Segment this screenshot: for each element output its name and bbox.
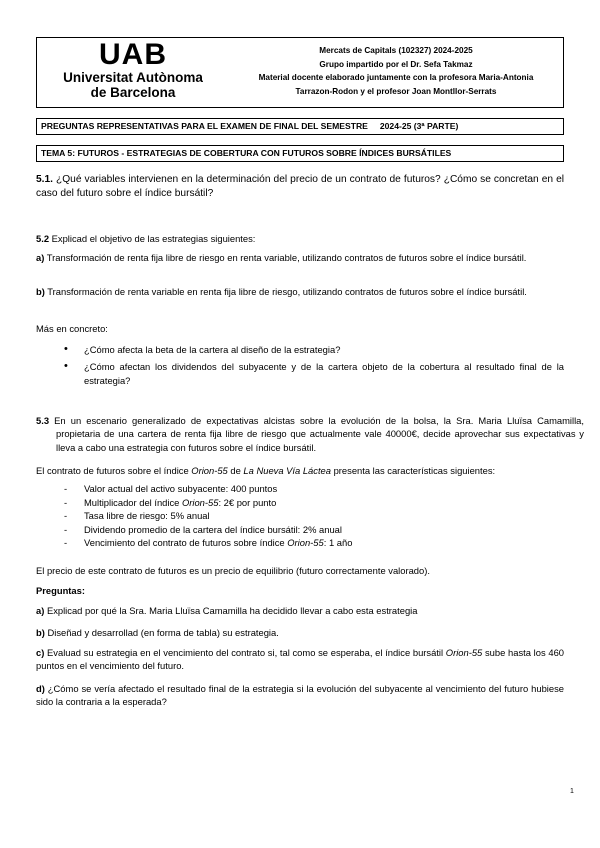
- q53-text: En un escenario generalizado de expectativas alcistas sobre la evolución de la bolsa, la Sra. Maria Lluïsa Camamilla, propietaria de una cartera de renta fija libre de riesgo que actualmente vale 40000€, decide aprovechar sus expectativas y lleva a cabo una estrategia con futuros sobre el índice bursátil.: [49, 415, 584, 453]
- list-item: - Vencimiento del contrato de futuros sobre índice Orion-55: 1 año: [60, 536, 564, 550]
- contract-post: presenta las características siguientes:: [330, 465, 496, 476]
- course-info: [233, 44, 559, 98]
- qc-label: c): [36, 647, 45, 658]
- q52-b-text: Transformación de renta variable en renta fija libre de riesgo, utilizando contratos de futuros sobre el índice bursátil.: [44, 286, 527, 297]
- q51-number: 5.1.: [36, 174, 53, 185]
- list-item: - Valor actual del activo subyacente: 400 puntos: [60, 482, 564, 496]
- list-item: • ¿Cómo afectan los dividendos del subyacente y de la cartera objeto de la cobertura al resultado final de la estrategia?: [60, 360, 564, 387]
- qd-label: d): [36, 683, 45, 694]
- qd-text: ¿Cómo se vería afectado el resultado final de la estrategia si la evolución del subyacente al vencimiento del futuro hubiese sido la contraria a la esperada?: [36, 683, 564, 708]
- questions-title: Preguntas:: [36, 585, 85, 596]
- list-item: - Multiplicador del índice Orion-55: 2€ por punto: [60, 496, 564, 510]
- list-item: - Dividendo promedio de la cartera del índice bursátil: 2% anual: [60, 523, 564, 537]
- section-bar: PREGUNTAS REPRESENTATIVAS PARA EL EXAMEN DE FINAL DEL SEMESTRE 2024-25 (3ª PARTE): [36, 118, 564, 135]
- question-5-2-intro: [36, 232, 564, 245]
- question-5-3: [36, 414, 584, 454]
- question-a: [36, 604, 564, 617]
- logo-main: UAB: [99, 38, 167, 71]
- qc-text-post: sube hasta los 460 puntos en el vencimiento del futuro.: [36, 647, 564, 672]
- qa-text: Explicad por qué la Sra. Maria Lluïsa Camamilla ha decidido llevar a cabo esta estrategia: [44, 605, 418, 616]
- uab-logo: [43, 40, 223, 100]
- header-box: [36, 37, 564, 108]
- orion-name: Orion-55: [191, 465, 228, 476]
- group-line: Grupo impartido por el Dr. Sefa Takmaz: [319, 59, 473, 69]
- question-5-1: [36, 172, 564, 201]
- qb-label: b): [36, 627, 45, 638]
- topic-bar: TEMA 5: FUTUROS - ESTRATEGIAS DE COBERTURA CON FUTUROS SOBRE ÍNDICES BURSÁTILES: [36, 145, 564, 162]
- logo-line-2: de Barcelona: [90, 85, 176, 100]
- more-concretely: Más en concreto:: [36, 323, 108, 334]
- qc-orion: Orion-55: [445, 647, 483, 658]
- question-5-2-a: [36, 251, 564, 264]
- contract-mid: de: [227, 465, 244, 476]
- qb-text: Diseñad y desarrollad (en forma de tabla) su estrategia.: [44, 627, 279, 638]
- q51-text: ¿Qué variables intervienen en la determinación del precio de un contrato de futuros? ¿Cómo se concretan en el caso del futuro sobre el índice bursátil?: [36, 174, 564, 200]
- q52-intro: Explicad el objetivo de las estrategias siguientes:: [49, 233, 256, 244]
- q52-b-label: b): [36, 286, 45, 297]
- contract-intro: [36, 464, 564, 477]
- q52-a-text: Transformación de renta fija libre de riesgo en renta variable, utilizando contratos de futuros sobre el índice bursátil.: [44, 252, 527, 263]
- page-number: 1: [570, 788, 574, 795]
- question-d: [36, 682, 564, 709]
- qa-label: a): [36, 605, 45, 616]
- q53-number: 5.3: [36, 415, 50, 426]
- equilibrium-note: El precio de este contrato de futuros es un precio de equilibrio (futuro correctamente valorado).: [36, 565, 430, 576]
- question-c: [36, 646, 564, 673]
- list-item: - Tasa libre de riesgo: 5% anual: [60, 509, 564, 523]
- question-b: [36, 626, 564, 639]
- q52-a-label: a): [36, 252, 45, 263]
- course-title: Mercats de Capitals (102327) 2024-2025: [319, 46, 473, 55]
- qc-text-pre: Evaluad su estrategia en el vencimiento del contrato si, tal como se esperaba, el índice bursátil: [44, 647, 446, 658]
- q52-number: 5.2: [36, 233, 50, 244]
- list-item: • ¿Cómo afecta la beta de la cartera al diseño de la estrategia?: [60, 343, 564, 356]
- q52-bullets: [60, 343, 564, 391]
- question-5-2-b: [36, 285, 564, 298]
- material-line-1: Material docente elaborado juntamente con la profesora Maria-Antonia: [258, 73, 534, 83]
- material-line-2: Tarrazon-Rodon y el profesor Joan Montllor-Serrats: [295, 86, 497, 96]
- contract-pre: El contrato de futuros sobre el índice: [36, 465, 192, 476]
- contract-characteristics: [60, 482, 564, 550]
- logo-line-1: Universitat Autònoma: [63, 70, 203, 85]
- via-lactea-name: La Nueva Vía Láctea: [243, 465, 331, 476]
